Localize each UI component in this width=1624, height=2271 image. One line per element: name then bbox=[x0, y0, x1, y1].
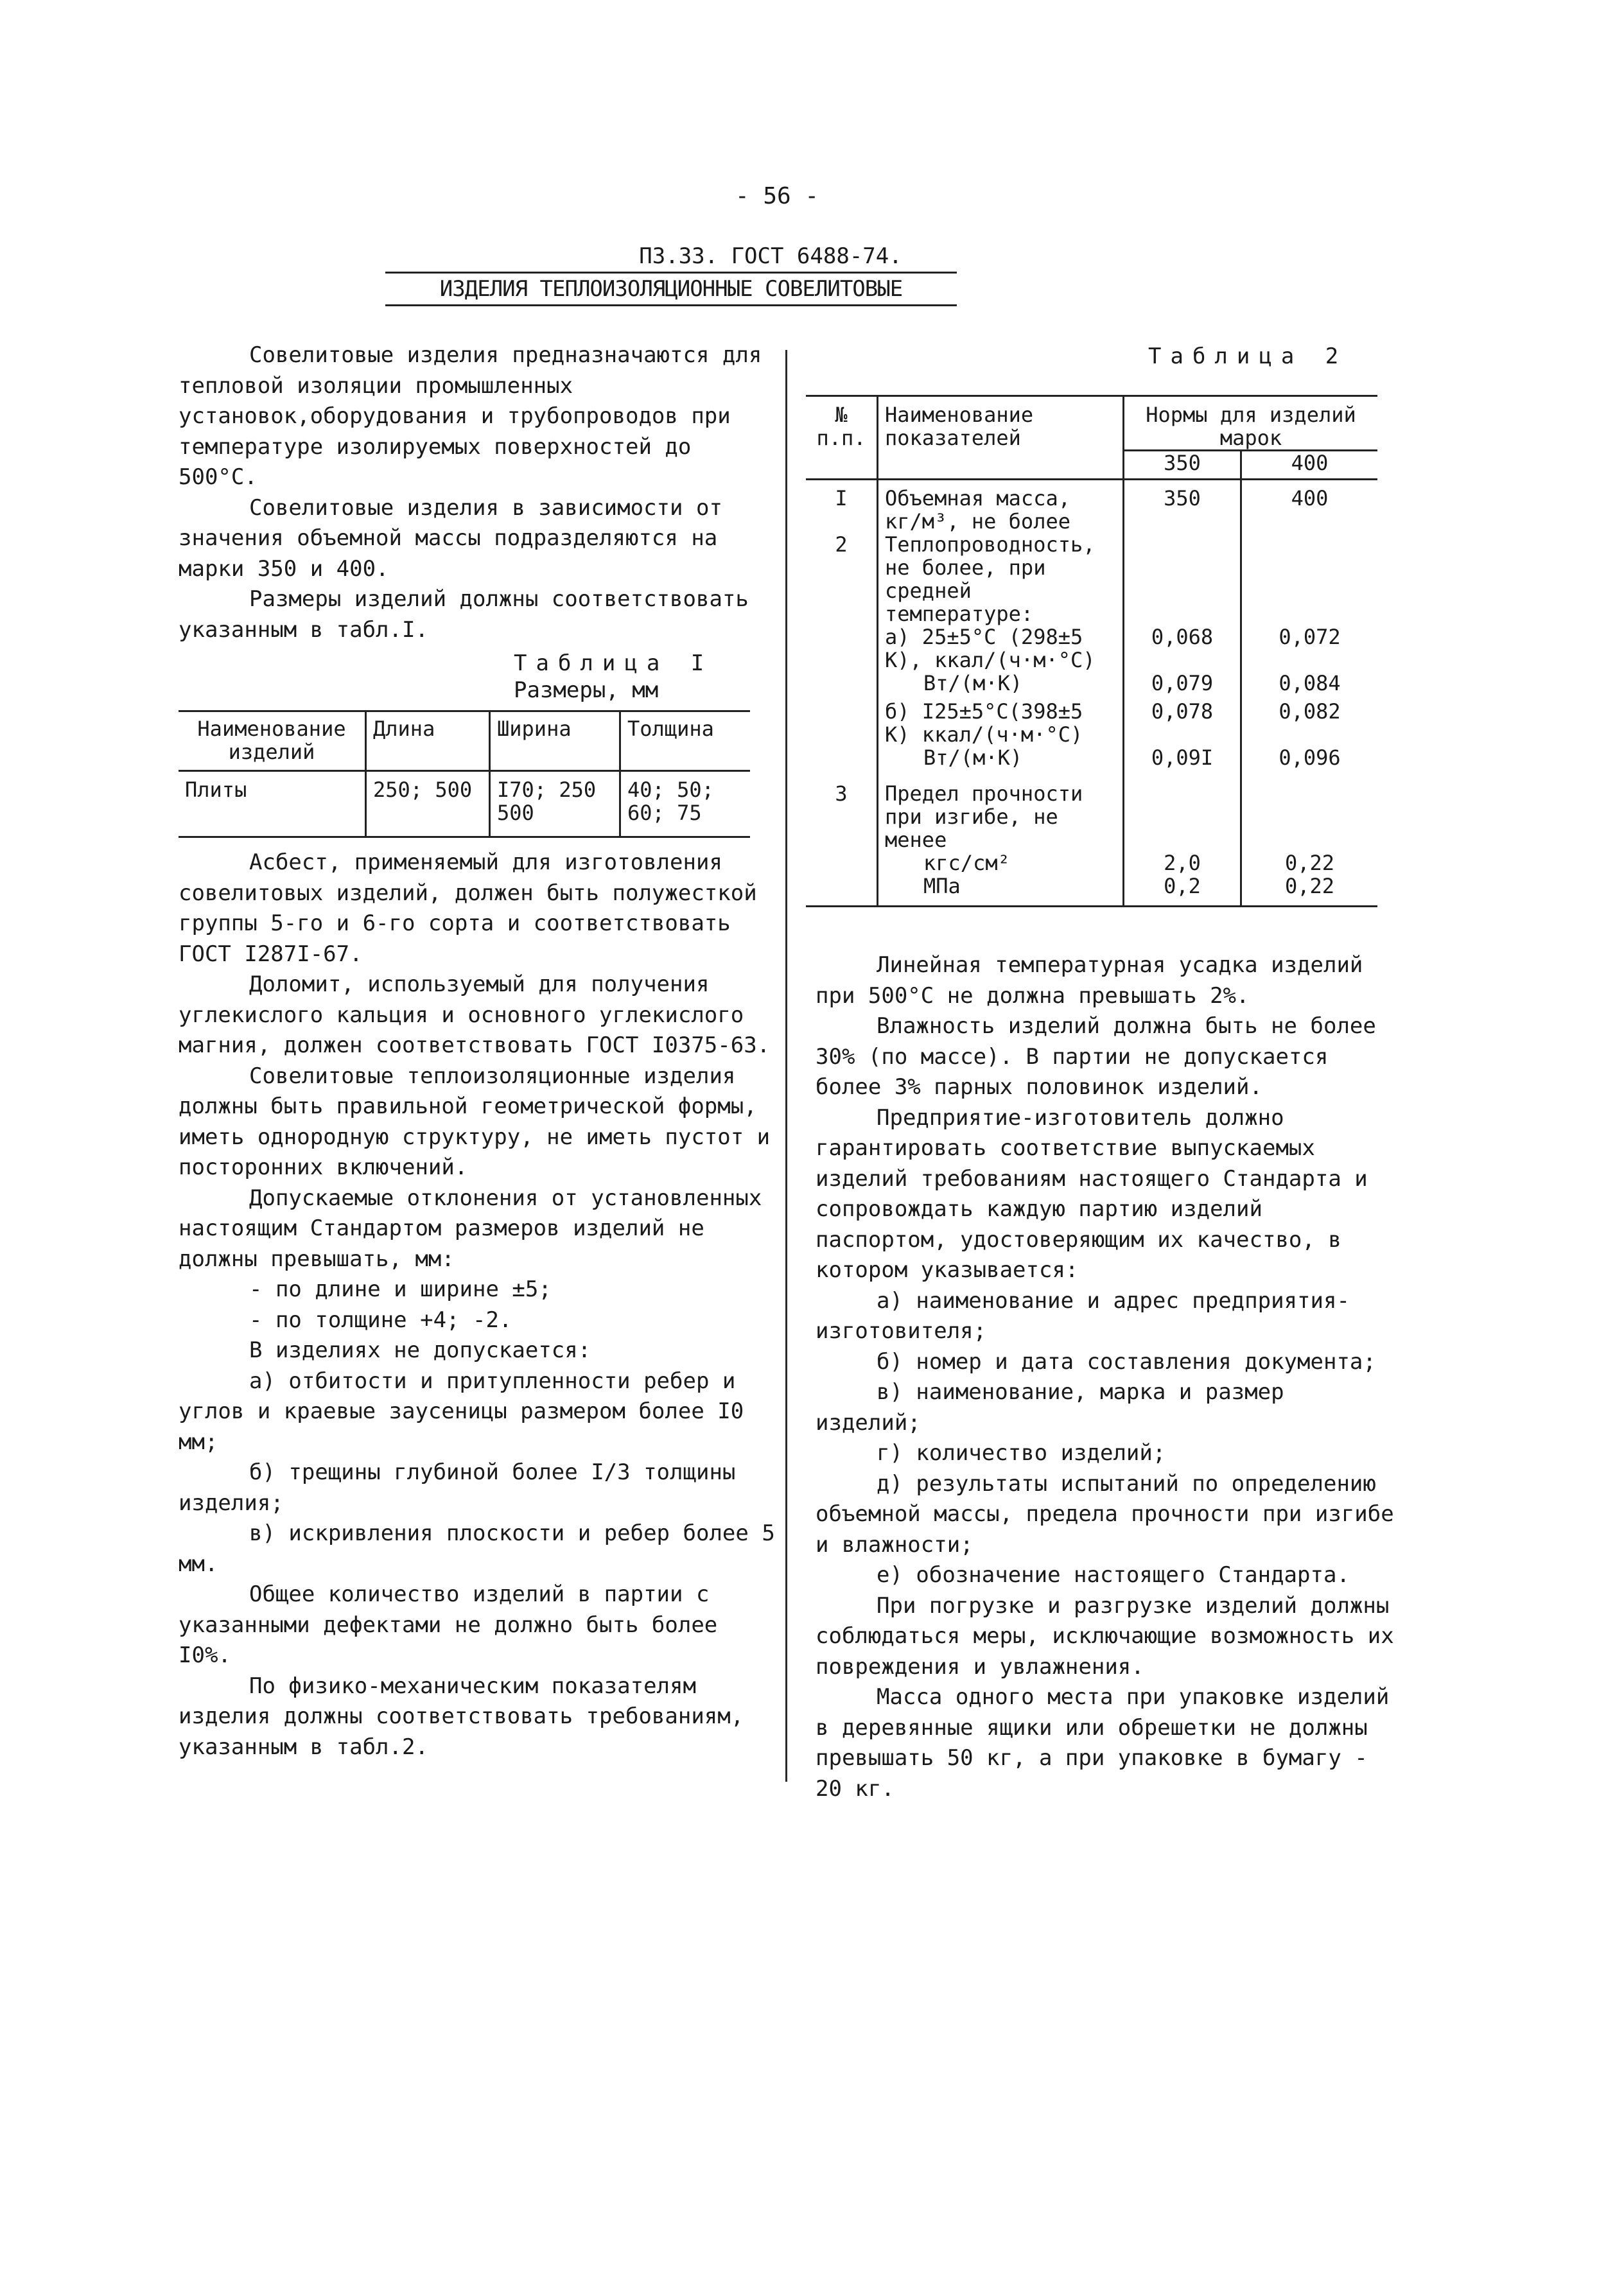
paragraph: Влажность изделий должна быть не более 30% (по массе). В партии не допускается более 3% парных половинок изделий. bbox=[816, 1013, 1376, 1100]
list-item: г) количество изделий; bbox=[877, 1440, 1166, 1466]
list-item: д) результаты испытаний по определению объемной массы, предела прочности при изгибе и влажности; bbox=[816, 1470, 1394, 1558]
table-cell: 0,096 bbox=[1241, 746, 1378, 782]
list-item: в) искривления плоскости и ребер более 5 мм. bbox=[179, 1520, 775, 1577]
list-item: а) отбитости и притупленности ребер и углов и краевые заусеницы размером более I0 мм; bbox=[179, 1368, 744, 1455]
table-header-cell: № п.п. bbox=[806, 396, 878, 480]
table-cell: 0,079 bbox=[1124, 672, 1241, 700]
table-cell: Плиты bbox=[185, 778, 247, 802]
header-title: ИЗДЕЛИЯ ТЕПЛОИЗОЛЯЦИОННЫЕ СОВЕЛИТОВЫЕ bbox=[385, 272, 957, 306]
table-row bbox=[806, 533, 1377, 625]
paragraph: Размеры изделий должны соответствовать указанным в табл.I. bbox=[179, 586, 749, 643]
table-cell bbox=[806, 874, 878, 907]
table-header-row bbox=[806, 396, 1377, 451]
paragraph: Асбест, применяемый для изготовления совелитовых изделий, должен быть полужесткой группы 5-го и 6-го сорта и соответствовать ГОСТ I287I-67. bbox=[179, 849, 757, 967]
table-cell: 0,078 bbox=[1124, 700, 1241, 746]
paragraph: Масса одного места при упаковке изделий в деревянные ящики или обрешетки не должны превышать 50 кг, а при упаковке в бумагу - 20 кг. bbox=[816, 1684, 1390, 1802]
table-cell bbox=[806, 851, 878, 874]
table-cell: Вт/(м·К) bbox=[878, 672, 1124, 700]
table-cell: 0,082 bbox=[1241, 700, 1378, 746]
table-cell: I bbox=[835, 486, 848, 510]
table-cell: 0,2 bbox=[1124, 874, 1241, 907]
paragraph: Совелитовые теплоизоляционные изделия должны быть правильной геометрической формы, иметь однородную структуру, не иметь пустот и посторонних включений. bbox=[179, 1063, 771, 1180]
paragraph: Совелитовые изделия в зависимости от значения объемной массы подразделяются на марки 350 и 400. bbox=[179, 494, 722, 582]
table-cell: а) 25±5°С (298±5 К), ккал/(ч·м·°С) bbox=[878, 625, 1124, 672]
table-cell bbox=[806, 625, 878, 672]
table-cell bbox=[806, 700, 878, 746]
table-header-cell: 400 bbox=[1241, 451, 1378, 480]
table-cell: МПа bbox=[878, 874, 1124, 907]
table-cell: 0,22 bbox=[1241, 851, 1378, 874]
table-header-cell: Нормы для изделий марок bbox=[1124, 396, 1378, 451]
table-row bbox=[806, 874, 1377, 907]
table-cell: 3 bbox=[835, 781, 848, 806]
list-item: в) наименование, марка и размер изделий; bbox=[816, 1379, 1284, 1436]
table-cell bbox=[1124, 533, 1241, 625]
table-header-cell: Наименование показателей bbox=[878, 396, 1124, 480]
table1 bbox=[179, 710, 750, 838]
paragraph: Доломит, используемый для получения углекислого кальция и основного углекислого магния, должен соответствовать ГОСТ I0375-63. bbox=[179, 971, 771, 1058]
table-cell: 40; 50; 60; 75 bbox=[620, 771, 751, 837]
left-column-bottom bbox=[179, 848, 782, 1762]
table1-subcaption: Размеры, мм bbox=[514, 677, 659, 703]
table-cell: 0,068 bbox=[1124, 625, 1241, 672]
paragraph: Совелитовые изделия предназначаются для тепловой изоляции промышленных установок,оборудования и трубопроводов при температуре изолируемых поверхностей до 500°С. bbox=[179, 342, 762, 490]
list-item: б) трещины глубиной более I/3 толщины изделия; bbox=[179, 1459, 736, 1516]
table-header-cell: Ширина bbox=[490, 711, 620, 771]
table-cell: 400 bbox=[1241, 480, 1378, 534]
table-row bbox=[806, 672, 1377, 700]
page-number: - 56 - bbox=[735, 183, 819, 209]
list-item: е) обозначение настоящего Стандарта. bbox=[877, 1562, 1350, 1588]
table-cell: Вт/(м·К) bbox=[878, 746, 1124, 782]
list-item: б) номер и дата составления документа; bbox=[877, 1348, 1376, 1375]
table-cell bbox=[1241, 533, 1378, 625]
list-item: - по толщине +4; -2. bbox=[249, 1307, 512, 1333]
table-row bbox=[806, 782, 1377, 851]
table-row bbox=[806, 480, 1377, 534]
table-cell bbox=[1241, 782, 1378, 851]
table-cell: 0,09I bbox=[1124, 746, 1241, 782]
table-cell bbox=[1124, 782, 1241, 851]
paragraph: Общее количество изделий в партии с указанными дефектами не должно быть более I0%. bbox=[179, 1581, 718, 1668]
table-cell: Объемная масса, кг/м³, не более bbox=[878, 480, 1124, 534]
list-item: - по длине и ширине ±5; bbox=[249, 1276, 552, 1302]
table-cell: 2,0 bbox=[1124, 851, 1241, 874]
table-cell: б) I25±5°С(398±5 К) ккал/(ч·м·°С) bbox=[878, 700, 1124, 746]
table-row bbox=[806, 700, 1377, 746]
table-row bbox=[179, 771, 750, 837]
table-header-row bbox=[179, 711, 750, 771]
table2 bbox=[806, 395, 1377, 907]
table-row bbox=[806, 746, 1377, 782]
table-cell: кгс/см² bbox=[878, 851, 1124, 874]
table-cell: 0,072 bbox=[1241, 625, 1378, 672]
table-cell bbox=[806, 746, 878, 782]
table-header-cell: Наименование изделий bbox=[179, 711, 366, 771]
paragraph: Предприятие-изготовитель должно гарантировать соответствие выпускаемых изделий требованиям настоящего Стандарта и сопровождать каждую партию изделий паспортом, удостоверяющим их качество, в котором указывается: bbox=[816, 1104, 1368, 1283]
left-column-top bbox=[179, 340, 782, 645]
table2-caption: Таблица 2 bbox=[1148, 344, 1348, 369]
paragraph: В изделиях не допускается: bbox=[249, 1337, 591, 1363]
header-standard: П3.33. ГОСТ 6488-74. bbox=[639, 243, 902, 269]
paragraph: Допускаемые отклонения от установленных настоящим Стандартом размеров изделий не должны превышать, мм: bbox=[179, 1185, 762, 1272]
table-header-cell: Длина bbox=[366, 711, 490, 771]
table-cell: 0,22 bbox=[1241, 874, 1378, 907]
paragraph: При погрузке и разгрузке изделий должны соблюдаться меры, исключающие возможность их повреждения и увлажнения. bbox=[816, 1592, 1394, 1680]
table-cell: 250; 500 bbox=[366, 771, 490, 837]
document-header bbox=[385, 241, 1156, 306]
table-header-cell: Толщина bbox=[620, 711, 751, 771]
table-cell: 2 bbox=[835, 532, 848, 557]
table-cell: 0,084 bbox=[1241, 672, 1378, 700]
table-cell: 350 bbox=[1124, 480, 1241, 534]
table-cell: Предел прочности при изгибе, не менее bbox=[878, 782, 1124, 851]
table-cell bbox=[806, 672, 878, 700]
column-divider bbox=[785, 350, 787, 1782]
table-cell: Теплопроводность, не более, при средней температуре: bbox=[878, 533, 1124, 625]
table-cell: I70; 250 500 bbox=[490, 771, 620, 837]
list-item: а) наименование и адрес предприятия-изготовителя; bbox=[816, 1287, 1350, 1344]
right-column bbox=[816, 950, 1397, 1804]
paragraph: Линейная температурная усадка изделий при 500°С не должна превышать 2%. bbox=[816, 952, 1363, 1009]
table-header-cell: 350 bbox=[1124, 451, 1241, 480]
table1-caption: Таблица I bbox=[514, 650, 713, 676]
paragraph: По физико-механическим показателям изделия должны соответствовать требованиям, указанным в табл.2. bbox=[179, 1673, 744, 1760]
table-row bbox=[806, 625, 1377, 672]
table-row bbox=[806, 851, 1377, 874]
